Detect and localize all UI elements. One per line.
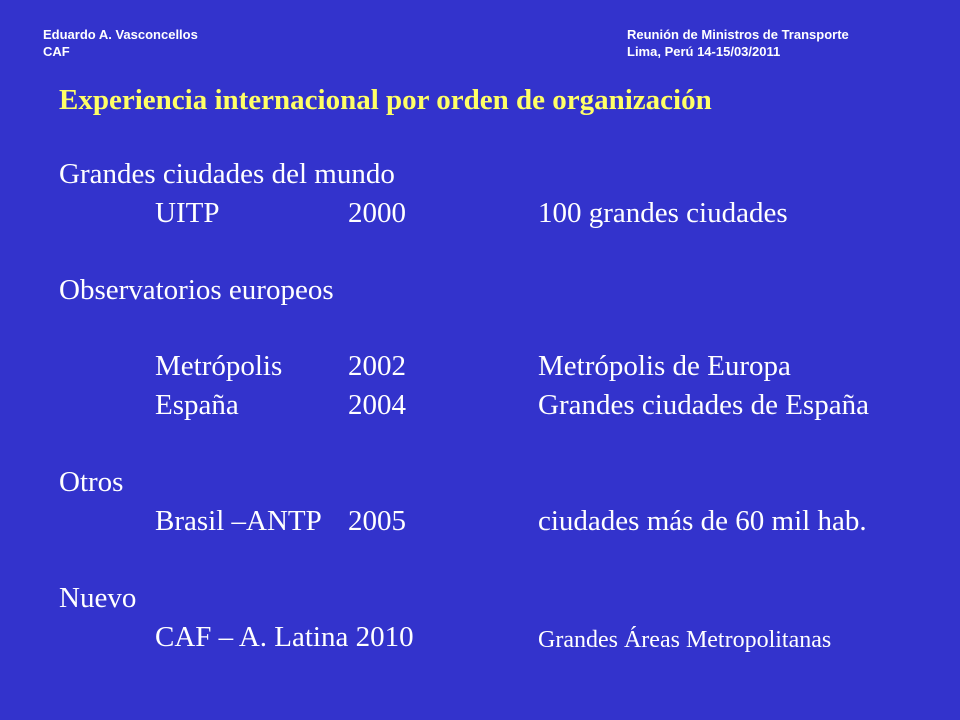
section-heading-grandes-ciudades: Grandes ciudades del mundo [59,158,395,190]
row-year: 2005 [348,505,406,537]
header-author [43,26,198,60]
section-heading-otros: Otros [59,466,124,498]
event-place-date: Lima, Perú 14-15/03/2011 [627,44,781,59]
row-name: UITP [155,197,220,229]
table-row [0,505,960,541]
author-org: CAF [43,44,70,59]
row-year: 2004 [348,389,406,421]
table-row [0,350,960,386]
row-description: Grandes ciudades de España [538,389,869,421]
row-name: Brasil –ANTP [155,505,322,537]
table-row [0,621,960,657]
row-name-year: CAF – A. Latina 2010 [155,621,414,653]
row-name: Metrópolis [155,350,283,382]
author-name: Eduardo A. Vasconcellos [43,27,198,42]
row-description: 100 grandes ciudades [538,197,788,229]
section-heading-nuevo: Nuevo [59,582,137,614]
row-year: 2002 [348,350,406,382]
row-description: ciudades más de 60 mil hab. [538,505,867,537]
row-year: 2000 [348,197,406,229]
event-title: Reunión de Ministros de Transporte [627,27,849,42]
section-heading-observatorios: Observatorios europeos [59,274,334,306]
table-row [0,389,960,425]
row-description: Metrópolis de Europa [538,350,791,382]
table-row [0,197,960,233]
row-name: España [155,389,239,421]
header-event [627,26,849,60]
row-description: Grandes Áreas Metropolitanas [538,627,832,653]
slide-title: Experiencia internacional por orden de organización [59,84,712,116]
